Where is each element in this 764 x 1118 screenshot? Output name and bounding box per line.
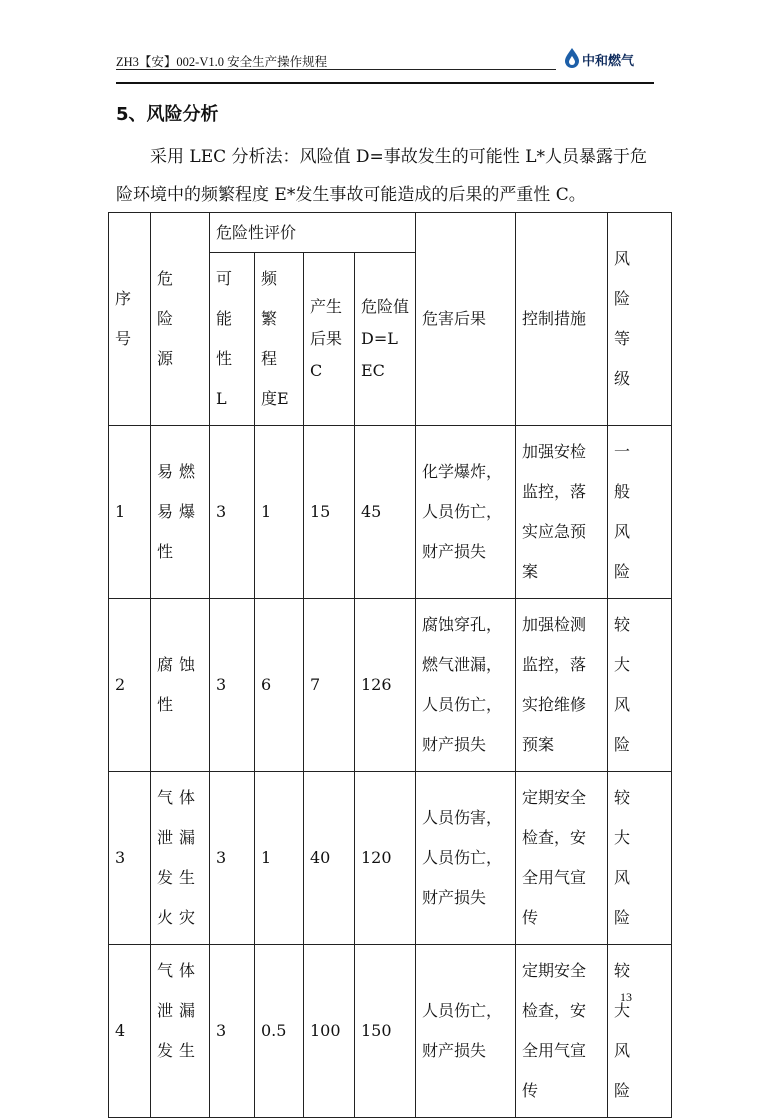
cell-control: 定期安全检查，安全用气宣传 bbox=[516, 772, 608, 945]
cell-consequence: 腐蚀穿孔，燃气泄漏，人员伤亡，财产损失 bbox=[416, 599, 516, 772]
cell-control: 加强检测监控，落实抢维修预案 bbox=[516, 599, 608, 772]
cell-C: 15 bbox=[304, 426, 355, 599]
cell-E: 1 bbox=[255, 426, 304, 599]
cell-level: 一般风险 bbox=[608, 426, 672, 599]
cell-C: 40 bbox=[304, 772, 355, 945]
cell-hazard: 易燃易爆性 bbox=[151, 426, 210, 599]
table-row bbox=[109, 945, 672, 1118]
cell-D: 150 bbox=[355, 945, 416, 1118]
company-logo bbox=[564, 47, 656, 71]
cell-hazard: 气体泄漏发生火灾 bbox=[151, 772, 210, 945]
section-title: 5、风险分析 bbox=[116, 104, 219, 125]
table-row bbox=[109, 426, 672, 599]
cell-hazard: 腐蚀性 bbox=[151, 599, 210, 772]
cell-C: 100 bbox=[304, 945, 355, 1118]
risk-table-wrapper bbox=[108, 212, 672, 1118]
cell-no: 3 bbox=[109, 772, 151, 945]
cell-no: 4 bbox=[109, 945, 151, 1118]
header-control: 控制措施 bbox=[516, 213, 608, 426]
cell-consequence: 化学爆炸，人员伤亡，财产损失 bbox=[416, 426, 516, 599]
header-evaluation: 危险性评价 bbox=[210, 213, 416, 253]
header-E: 频繁程度E bbox=[255, 253, 304, 426]
cell-L: 3 bbox=[210, 599, 255, 772]
paragraph-line-2: 险环境中的频繁程度 E*发生事故可能造成的后果的严重性 C。 bbox=[116, 185, 586, 205]
header-row-1 bbox=[109, 213, 672, 253]
header-no: 序号 bbox=[109, 213, 151, 426]
cell-hazard: 气体泄漏发生 bbox=[151, 945, 210, 1118]
risk-analysis-table bbox=[108, 212, 672, 1118]
cell-D: 126 bbox=[355, 599, 416, 772]
cell-control: 定期安全检查，安全用气宣传 bbox=[516, 945, 608, 1118]
cell-L: 3 bbox=[210, 772, 255, 945]
cell-L: 3 bbox=[210, 426, 255, 599]
cell-level: 较大风险 bbox=[608, 599, 672, 772]
table-row bbox=[109, 599, 672, 772]
page-header bbox=[116, 44, 654, 84]
cell-D: 45 bbox=[355, 426, 416, 599]
header-rule-thin bbox=[116, 69, 556, 70]
cell-C: 7 bbox=[304, 599, 355, 772]
header-L: 可能性L bbox=[210, 253, 255, 426]
cell-consequence: 人员伤亡，财产损失 bbox=[416, 945, 516, 1118]
header-consequence: 危害后果 bbox=[416, 213, 516, 426]
cell-E: 1 bbox=[255, 772, 304, 945]
header-level: 风险等级 bbox=[608, 213, 672, 426]
header-hazard: 危险源 bbox=[151, 213, 210, 426]
paragraph-line-1: 采用 LEC 分析法：风险值 D=事故发生的可能性 L*人员暴露于危 bbox=[150, 147, 647, 167]
page-number: 13 bbox=[620, 990, 632, 1004]
cell-no: 1 bbox=[109, 426, 151, 599]
header-C: 产生后果C bbox=[304, 253, 355, 426]
flame-drop-icon bbox=[564, 47, 580, 69]
cell-consequence: 人员伤害，人员伤亡，财产损失 bbox=[416, 772, 516, 945]
header-D: 危险值D=LEC bbox=[355, 253, 416, 426]
header-rule-thick bbox=[116, 82, 654, 84]
cell-control: 加强安检监控，落实应急预案 bbox=[516, 426, 608, 599]
cell-level: 较大风险 bbox=[608, 945, 672, 1118]
cell-no: 2 bbox=[109, 599, 151, 772]
logo-text: 中和燃气 bbox=[582, 54, 635, 69]
cell-L: 3 bbox=[210, 945, 255, 1118]
document-code: ZH3【安】002-V1.0 安全生产操作规程 bbox=[116, 55, 328, 69]
cell-level: 较大风险 bbox=[608, 772, 672, 945]
table-row bbox=[109, 772, 672, 945]
cell-D: 120 bbox=[355, 772, 416, 945]
cell-E: 6 bbox=[255, 599, 304, 772]
cell-E: 0.5 bbox=[255, 945, 304, 1118]
